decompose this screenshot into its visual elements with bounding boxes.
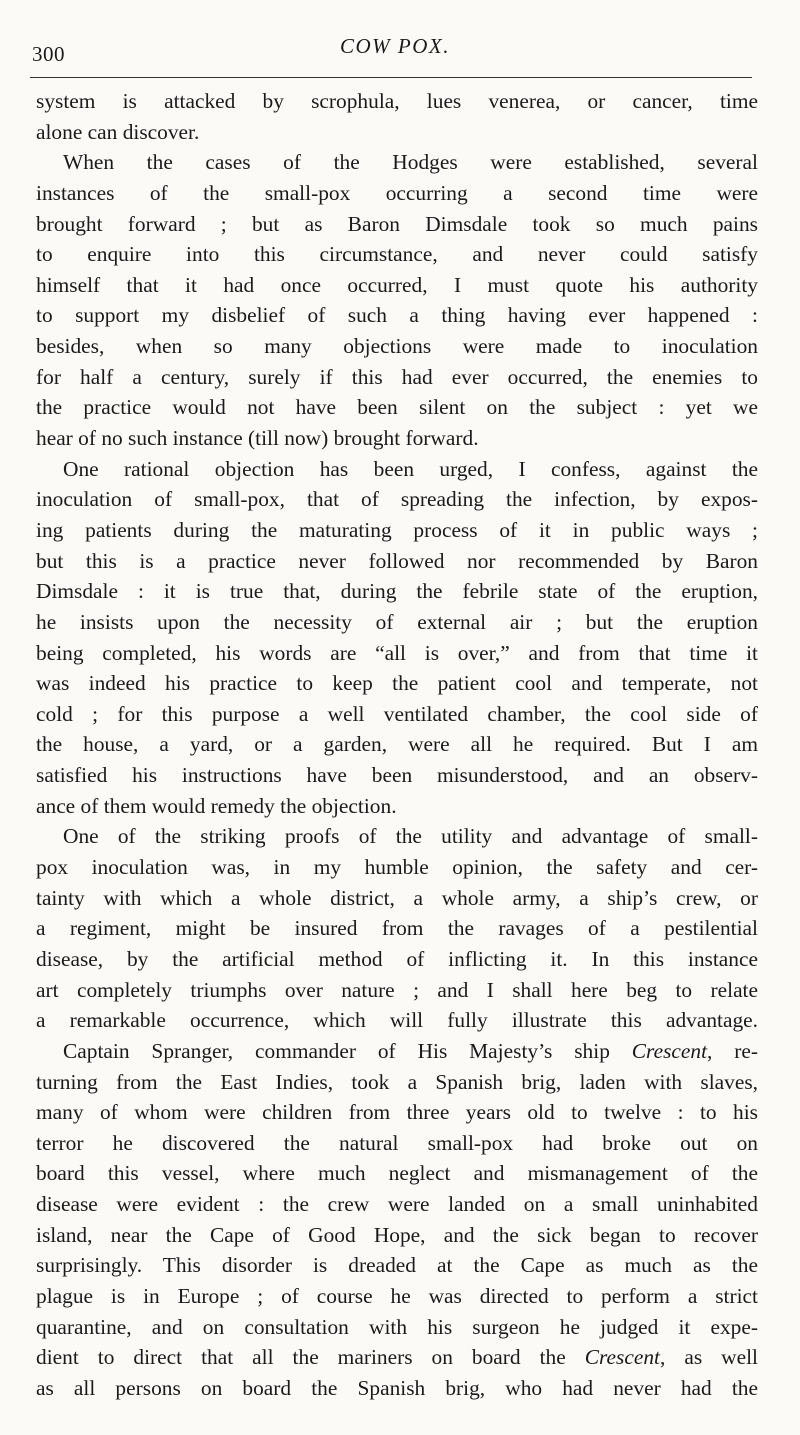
text-line: cold ; for this purpose a well ventilated chamber, the cool side of: [36, 701, 758, 726]
text-line: besides, when so many objections were made to inoculation: [36, 334, 758, 359]
text-line: system is attacked by scrophula, lues venerea, or cancer, time: [36, 89, 758, 113]
text-line: surprisingly. This disorder is dreaded at the Cape as much as the: [36, 1253, 758, 1278]
text-line: but this is a practice never followed nor recommended by Baron: [36, 548, 758, 573]
text-line: the house, a yard, or a garden, were all he required. But I am: [36, 732, 758, 757]
text-line: being completed, his words are “all is over,” and from that time it: [36, 640, 758, 665]
text-line: quarantine, and on consultation with his surgeon he judged it expe-: [36, 1314, 758, 1339]
paragraph-first-line: One of the striking proofs of the utility and advantage of small-: [63, 824, 758, 849]
text-line: terror he discovered the natural small-pox had broke out on: [36, 1130, 758, 1155]
text-line: turning from the East Indies, took a Spanish brig, laden with slaves,: [36, 1069, 758, 1094]
text-line: the practice would not have been silent on the subject : yet we: [36, 395, 758, 420]
text-line: inoculation of small-pox, that of spreading the infection, by expos-: [36, 487, 758, 512]
text-line: brought forward ; but as Baron Dimsdale took so much pains: [36, 211, 758, 236]
text-line: to enquire into this circumstance, and never could satisfy: [36, 242, 758, 267]
text-line: a regiment, might be insured from the ravages of a pestilential: [36, 916, 758, 941]
text-line: was indeed his practice to keep the patient cool and temperate, not: [36, 671, 758, 696]
text-line: instances of the small-pox occurring a second time were: [36, 180, 758, 205]
text-line: disease were evident : the crew were landed on a small uninhabited: [36, 1192, 758, 1217]
text-line: he insists upon the necessity of external air ; but the eruption: [36, 609, 758, 634]
text-line: ance of them would remedy the objection.: [36, 793, 397, 818]
page-number: 300: [32, 42, 65, 66]
text-line: as all persons on board the Spanish brig, who had never had the: [36, 1375, 758, 1400]
paragraph-first-line: When the cases of the Hodges were established, several: [63, 150, 758, 175]
text-line: for half a century, surely if this had ever occurred, the enemies to: [36, 364, 758, 389]
paragraph-first-line: [36, 1036, 758, 1067]
text-line: many of whom were children from three years old to twelve : to his: [36, 1100, 758, 1125]
text-line: board this vessel, where much neglect and mismanagement of the: [36, 1161, 758, 1186]
running-head: [30, 30, 760, 66]
text-line: a remarkable occurrence, which will fully illustrate this advantage.: [36, 1008, 758, 1033]
text-line: island, near the Cape of Good Hope, and the sick began to recover: [36, 1222, 758, 1247]
text-line: himself that it had once occurred, I must quote his authority: [36, 272, 758, 297]
italic-ship-name: Crescent: [631, 1038, 708, 1063]
text-line: Dimsdale : it is true that, during the febrile state of the eruption,: [36, 579, 758, 604]
text-line: to support my disbelief of such a thing having ever happened :: [36, 303, 758, 328]
text-fragment: , re-: [707, 1038, 759, 1063]
text-fragment: dient to direct that all the mariners on board the: [36, 1345, 585, 1370]
italic-ship-name: Crescent: [584, 1345, 660, 1370]
text-line: plague is in Europe ; of course he was directed to perform a strict: [36, 1283, 758, 1308]
text-line: tainty with which a whole district, a whole army, a ship’s crew, or: [36, 885, 758, 910]
text-line: alone can discover.: [36, 119, 200, 144]
text-line: art completely triumphs over nature ; and I shall here beg to relate: [36, 977, 758, 1002]
text-line: ing patients during the maturating process of it in public ways ;: [36, 517, 758, 542]
text-fragment: , as well: [660, 1345, 758, 1370]
running-title: COW POX.: [340, 34, 450, 58]
text-line: disease, by the artificial method of inflicting it. In this instance: [36, 946, 758, 971]
paragraph-first-line: One rational objection has been urged, I confess, against the: [63, 456, 758, 481]
text-line: [36, 1342, 758, 1373]
body-text: [36, 86, 758, 1404]
header-rule: [30, 77, 752, 78]
text-line: satisfied his instructions have been misunderstood, and an observ-: [36, 763, 758, 788]
text-line: pox inoculation was, in my humble opinion, the safety and cer-: [36, 855, 758, 880]
text-fragment: Captain Spranger, commander of His Majesty’s ship: [63, 1038, 632, 1063]
text-line: hear of no such instance (till now) brought forward.: [36, 426, 479, 451]
